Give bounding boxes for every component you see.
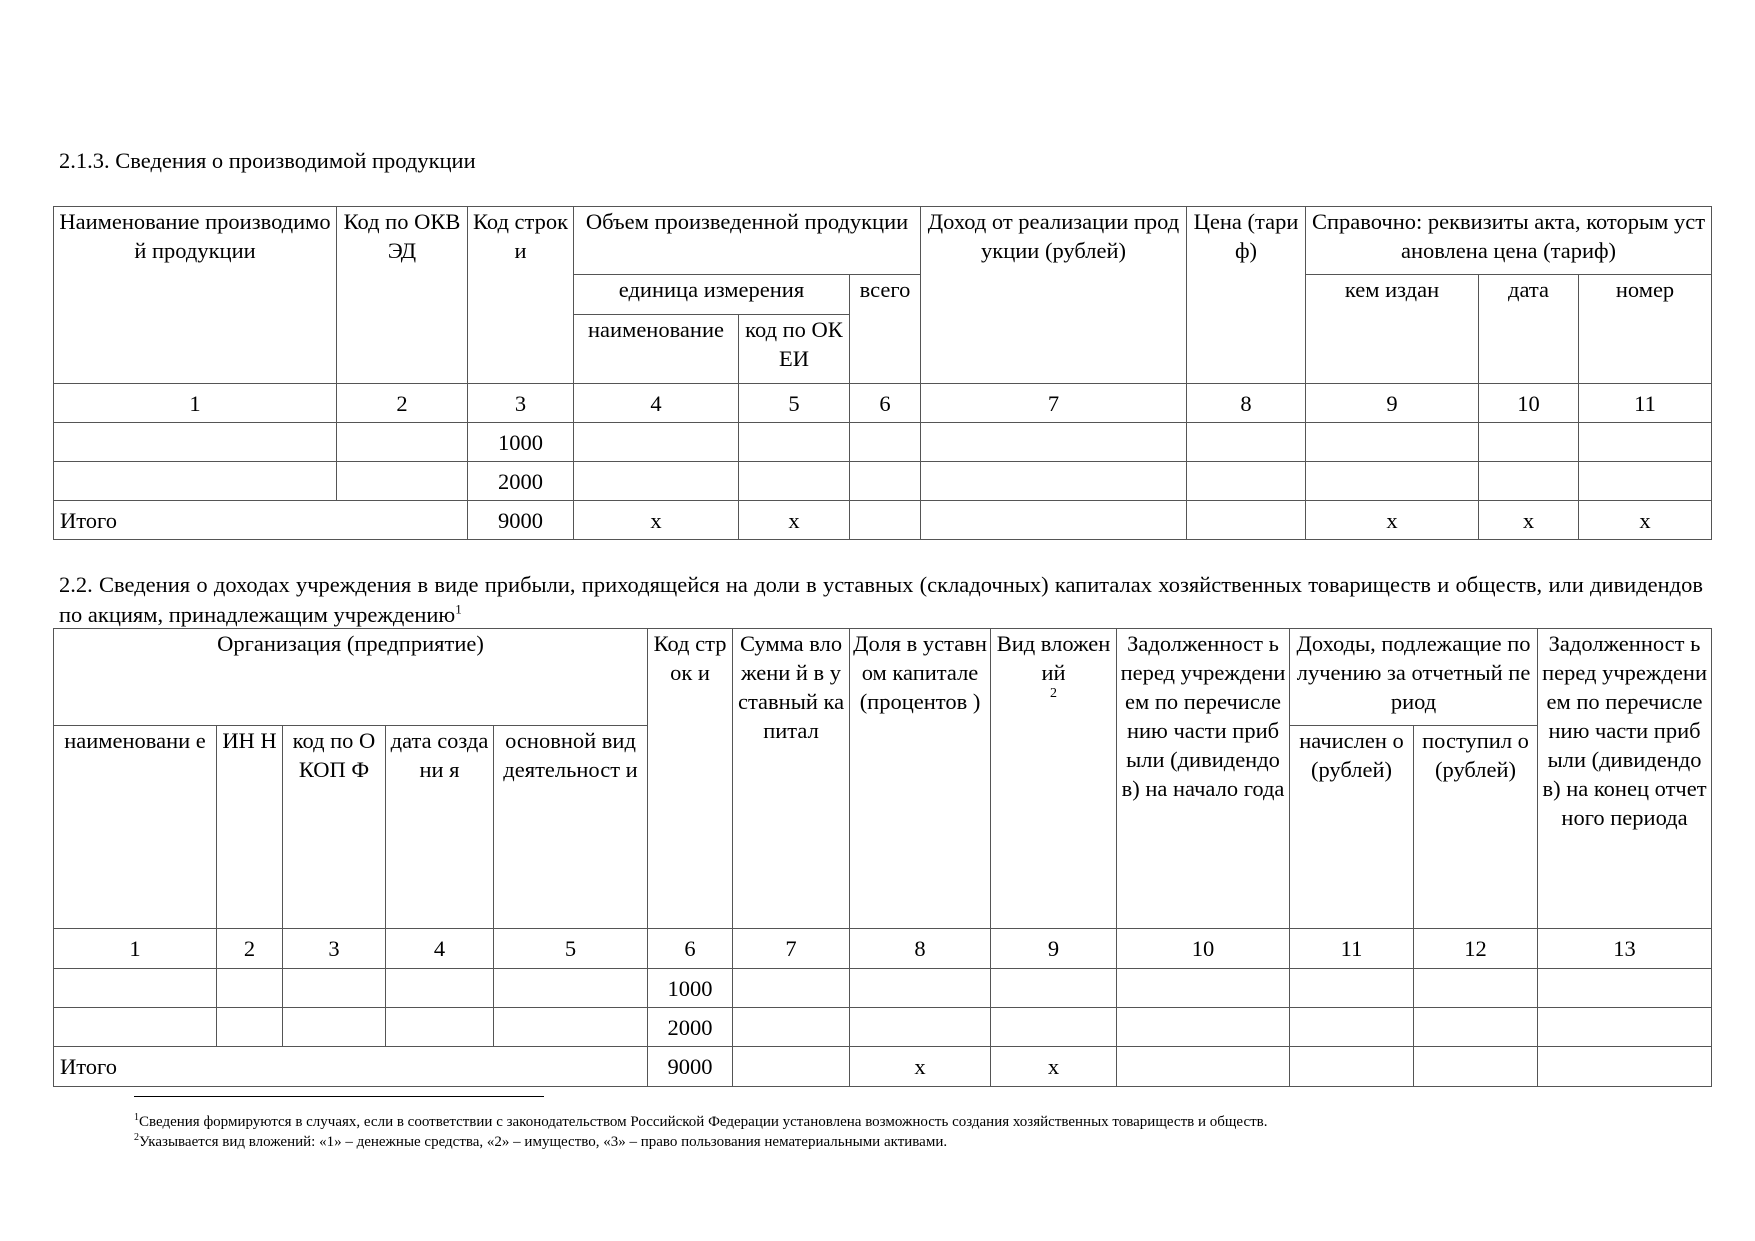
products-table <box>53 206 1712 540</box>
header-debt-start: Задолженност ь перед учреждением по перечислению части прибыли (дивидендов) на начало года <box>1117 629 1290 929</box>
footnote-ref: 2 <box>1050 686 1058 701</box>
total-label: Итого <box>54 1047 648 1087</box>
total-label: Итого <box>54 501 468 540</box>
cell[interactable] <box>54 969 217 1008</box>
cell[interactable] <box>337 462 468 501</box>
cell[interactable] <box>921 423 1187 462</box>
cross-mark: x <box>574 501 739 540</box>
cell[interactable] <box>1187 501 1306 540</box>
total-row <box>54 1047 1712 1087</box>
table-row <box>54 1008 1712 1047</box>
cell[interactable] <box>574 462 739 501</box>
cell[interactable] <box>1538 1047 1712 1087</box>
col-num: 1 <box>54 929 217 969</box>
col-num: 5 <box>494 929 648 969</box>
header-invest-sum: Сумма вложени й в уставный капитал <box>733 629 850 929</box>
header-inn: ИН Н <box>217 726 283 929</box>
cell[interactable] <box>283 1008 386 1047</box>
col-num: 4 <box>574 384 739 423</box>
table-row <box>54 423 1712 462</box>
header-product-name: Наименование производимой продукции <box>54 207 337 384</box>
cell[interactable] <box>850 1008 991 1047</box>
footnote-1: $^1$Сведения формируются в случаях, если в соответствии с законодательством Российской Федерации установлена возможность создания хозяйственных товариществ и обществ. <box>134 1112 1268 1130</box>
cell[interactable] <box>850 969 991 1008</box>
cell[interactable] <box>733 1047 850 1087</box>
col-num: 5 <box>739 384 850 423</box>
header-unit-okei: код по ОКЕИ <box>739 315 850 384</box>
cell[interactable] <box>494 1008 648 1047</box>
cell[interactable] <box>739 462 850 501</box>
cell[interactable] <box>494 969 648 1008</box>
cell[interactable] <box>921 462 1187 501</box>
cell[interactable] <box>54 462 337 501</box>
column-numbers-row <box>54 384 1712 423</box>
header-invest-type: Вид вложений 2 <box>991 629 1117 929</box>
header-volume: Объем произведенной продукции <box>574 207 921 275</box>
col-num: 2 <box>337 384 468 423</box>
cell[interactable] <box>337 423 468 462</box>
header-income: Доход от реализации продукции (рублей) <box>921 207 1187 384</box>
total-row <box>54 501 1712 540</box>
cell[interactable] <box>1306 423 1479 462</box>
header-row-code: Код строки <box>468 207 574 384</box>
cell[interactable] <box>991 969 1117 1008</box>
col-num: 1 <box>54 384 337 423</box>
cross-mark: x <box>1306 501 1479 540</box>
footnote-2: $^2$Указывается вид вложений: «1» – денежные средства, «2» – имущество, «3» – право пользования нематериальными активами. <box>134 1132 948 1150</box>
col-num: 3 <box>283 929 386 969</box>
cell[interactable] <box>1414 969 1538 1008</box>
cell[interactable] <box>283 969 386 1008</box>
total-code: 9000 <box>648 1047 733 1087</box>
cell[interactable] <box>850 423 921 462</box>
col-num: 11 <box>1290 929 1414 969</box>
cell[interactable] <box>991 1008 1117 1047</box>
header-row-code: Код строк и <box>648 629 733 929</box>
header-income-due: Доходы, подлежащие получению за отчетный период <box>1290 629 1538 726</box>
cell[interactable] <box>1117 1008 1290 1047</box>
col-num: 7 <box>921 384 1187 423</box>
cell[interactable] <box>1479 462 1579 501</box>
header-created: дата создани я <box>386 726 494 929</box>
col-num: 4 <box>386 929 494 969</box>
cell[interactable] <box>1538 969 1712 1008</box>
cross-mark: x <box>991 1047 1117 1087</box>
footnote-ref: 1 <box>455 601 462 617</box>
col-num: 10 <box>1479 384 1579 423</box>
cell[interactable] <box>1290 969 1414 1008</box>
cell[interactable] <box>850 462 921 501</box>
header-activity: основной вид деятельност и <box>494 726 648 929</box>
col-num: 6 <box>648 929 733 969</box>
col-num: 9 <box>1306 384 1479 423</box>
dividends-table <box>53 628 1712 1087</box>
cell[interactable] <box>1117 1047 1290 1087</box>
footnote-separator <box>134 1096 544 1097</box>
cell[interactable] <box>1187 462 1306 501</box>
cell[interactable] <box>1187 423 1306 462</box>
column-numbers-row <box>54 929 1712 969</box>
header-share: Доля в уставном капитале (процентов ) <box>850 629 991 929</box>
row-code: 1000 <box>648 969 733 1008</box>
cell[interactable] <box>54 1008 217 1047</box>
header-number: номер <box>1579 275 1712 384</box>
cross-mark: x <box>739 501 850 540</box>
cell[interactable] <box>739 423 850 462</box>
cell[interactable] <box>1290 1047 1414 1087</box>
header-organization: Организация (предприятие) <box>54 629 648 726</box>
cross-mark: x <box>1479 501 1579 540</box>
col-num: 7 <box>733 929 850 969</box>
cell[interactable] <box>386 969 494 1008</box>
cell[interactable] <box>921 501 1187 540</box>
cross-mark: x <box>850 1047 991 1087</box>
col-num: 8 <box>850 929 991 969</box>
cell[interactable] <box>1117 969 1290 1008</box>
header-accrued: начислен о (рублей) <box>1290 726 1414 929</box>
header-received: поступил о (рублей) <box>1414 726 1538 929</box>
cell[interactable] <box>386 1008 494 1047</box>
header-okved: Код по ОКВЭД <box>337 207 468 384</box>
col-num: 13 <box>1538 929 1712 969</box>
cell[interactable] <box>1414 1008 1538 1047</box>
cell[interactable] <box>733 969 850 1008</box>
cell[interactable] <box>1414 1047 1538 1087</box>
cell[interactable] <box>574 423 739 462</box>
col-num: 8 <box>1187 384 1306 423</box>
section-title-2-1-3: 2.1.3. Сведения о производимой продукции <box>59 148 476 173</box>
header-okopf: код по ОКОП Ф <box>283 726 386 929</box>
cell[interactable] <box>1579 462 1712 501</box>
col-num: 12 <box>1414 929 1538 969</box>
col-num: 9 <box>991 929 1117 969</box>
col-num: 11 <box>1579 384 1712 423</box>
table-row <box>54 462 1712 501</box>
header-date: дата <box>1479 275 1579 384</box>
header-price: Цена (тариф) <box>1187 207 1306 384</box>
col-num: 6 <box>850 384 921 423</box>
header-unit: единица измерения <box>574 275 850 315</box>
row-code: 1000 <box>468 423 574 462</box>
cell[interactable] <box>217 1008 283 1047</box>
header-debt-end: Задолженност ь перед учреждением по перечислению части прибыли (дивидендов) на конец отчетного периода <box>1538 629 1712 929</box>
cell[interactable] <box>54 423 337 462</box>
header-org-name: наименовани е <box>54 726 217 929</box>
col-num: 2 <box>217 929 283 969</box>
header-total: всего <box>850 275 921 384</box>
cell[interactable] <box>733 1008 850 1047</box>
total-code: 9000 <box>468 501 574 540</box>
section-title-2-2: 2.2. Сведения о доходах учреждения в виде прибыли, приходящейся на доли в уставных (складочных) капиталах хозяйственных товариществ и обществ, или дивидендов по акциям, принадлежащим учреждению$^1$ <box>59 572 1703 627</box>
cross-mark: x <box>1579 501 1712 540</box>
table-row <box>54 969 1712 1008</box>
cell[interactable] <box>1306 462 1479 501</box>
cell[interactable] <box>1579 423 1712 462</box>
header-issued-by: кем издан <box>1306 275 1479 384</box>
col-num: 3 <box>468 384 574 423</box>
cell[interactable] <box>217 969 283 1008</box>
cell[interactable] <box>850 501 921 540</box>
row-code: 2000 <box>648 1008 733 1047</box>
header-unit-name: наименование <box>574 315 739 384</box>
header-reference: Справочно: реквизиты акта, которым установлена цена (тариф) <box>1306 207 1712 275</box>
cell[interactable] <box>1479 423 1579 462</box>
col-num: 10 <box>1117 929 1290 969</box>
row-code: 2000 <box>468 462 574 501</box>
cell[interactable] <box>1290 1008 1414 1047</box>
cell[interactable] <box>1538 1008 1712 1047</box>
